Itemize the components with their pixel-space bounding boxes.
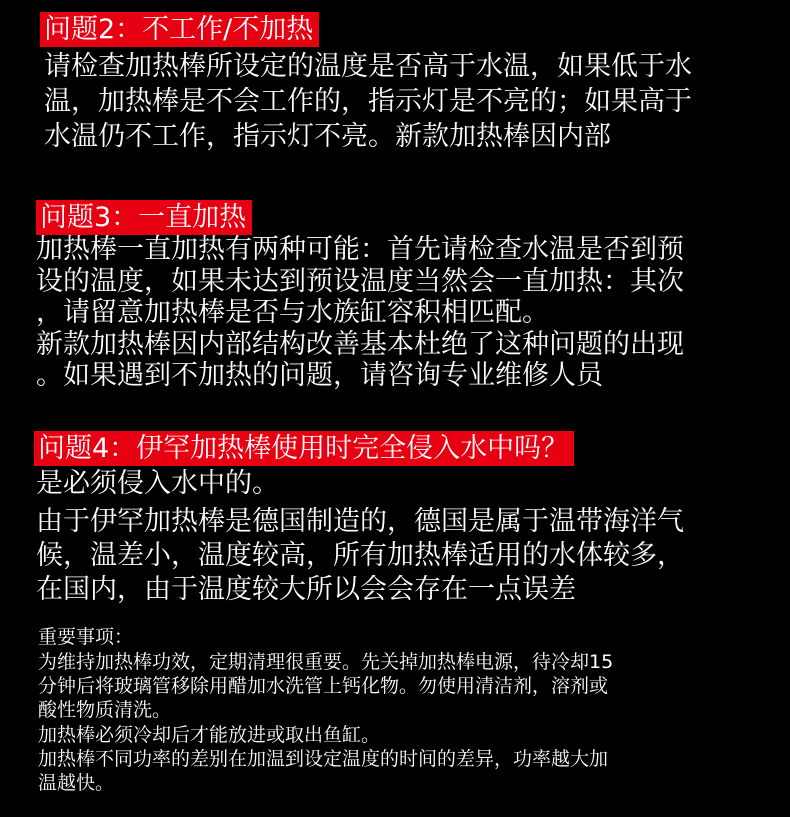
section2-line-2: 温，加热棒是不会工作的，指示灯是不亮的；如果高于 bbox=[44, 86, 692, 117]
section4-line-1: 是必须侵入水中的。 bbox=[36, 468, 279, 499]
notes-line-6: 温越快。 bbox=[38, 772, 115, 794]
section3-line-4: 新款加热棒因内部结构改善基本杜绝了这种问题的出现 bbox=[36, 329, 684, 360]
section2-line-1: 请检查加热棒所设定的温度是否高于水温，如果低于水 bbox=[44, 51, 692, 82]
section2-line-3: 水温仍不工作，指示灯不亮。新款加热棒因内部 bbox=[44, 121, 611, 152]
section3-line-3: ，请留意加热棒是否与水族缸容积相匹配。 bbox=[36, 297, 549, 328]
notes-line-5: 加热棒不同功率的差别在加温到设定温度的时间的差异，功率越大加 bbox=[38, 748, 609, 770]
section3-line-1: 加热棒一直加热有两种可能：首先请检查水温是否到预 bbox=[36, 234, 684, 265]
section4-title: 问题4：伊罕加热棒使用时完全侵入水中吗？ bbox=[34, 431, 574, 466]
section4-line-4: 在国内，由于温度较大所以会会存在一点误差 bbox=[36, 574, 576, 605]
section4-line-3: 候，温差小，温度较高，所有加热棒适用的水体较多， bbox=[36, 540, 684, 571]
section3-line-5: 。如果遇到不加热的问题，请咨询专业维修人员 bbox=[36, 360, 603, 391]
notes-line-4: 加热棒必须冷却后才能放进或取出鱼缸。 bbox=[38, 724, 381, 746]
section4-line-2: 由于伊罕加热棒是德国制造的，德国是属于温带海洋气 bbox=[36, 506, 684, 537]
notes-heading: 重要事项： bbox=[38, 626, 134, 648]
notes-line-2: 分钟后将玻璃管移除用醋加水洗管上钙化物。勿使用清洁剂，溶剂或 bbox=[38, 675, 609, 697]
section2-title: 问题2：不工作/不加热 bbox=[40, 12, 319, 47]
section3-line-2: 设的温度，如果未达到预设温度当然会一直加热：其次 bbox=[36, 266, 684, 297]
notes-line-3: 酸性物质清洗。 bbox=[38, 699, 172, 721]
notes-line-1: 为维持加热棒功效，定期清理很重要。先关掉加热棒电源，待冷却15 bbox=[38, 651, 614, 673]
section3-title: 问题3：一直加热 bbox=[36, 200, 252, 235]
